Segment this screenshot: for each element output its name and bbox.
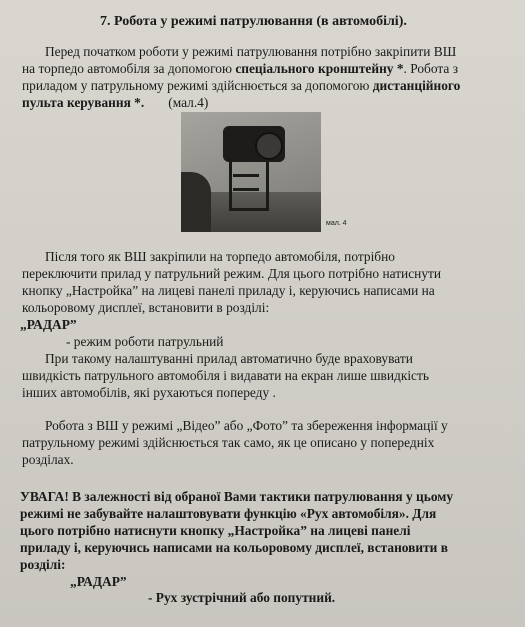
para2-line3: кнопку „Настройка” на лицеві панелі приладу і, керуючись написами на — [22, 283, 435, 298]
para2-line4: кольоровому дисплеї, встановити в розділі: — [22, 300, 270, 315]
camera-lens — [255, 132, 283, 160]
para1-line3 — [22, 78, 460, 94]
para3-line2: швидкість патрульного автомобіля і видавати на екран лише швидкість — [22, 368, 429, 383]
radar-section-label: „РАДАР” — [20, 317, 77, 332]
para1-line2-end: . Робота з — [403, 61, 458, 76]
warning-mode-item: - Рух зустрічний або попутний. — [148, 590, 336, 605]
para3-line1: При такому налаштуванні прилад автоматично буде враховувати — [45, 351, 413, 366]
para1-line2 — [22, 61, 458, 77]
para4-line2: патрульному режимі здійснюється так само, як це описано у попередніх — [22, 435, 435, 450]
warning-line4: приладу і, керуючись написами на кольоровому дисплеї, встановити в — [20, 540, 448, 555]
warning-line3: цього потрібно натиснути кнопку „Настройка” на лицеві панелі — [20, 523, 411, 538]
para1-line4 — [22, 95, 208, 111]
warning-line2: режимі не забувайте налаштовувати функцію «Рух автомобіля». Для — [20, 506, 437, 521]
para2-line1: Після того як ВШ закріпили на торпедо автомобіля, потрібно — [45, 249, 395, 264]
para3-line3: інших автомобілів, які рухаються попереду . — [22, 385, 276, 400]
patrol-mode-item: - режим роботи патрульний — [66, 334, 224, 349]
remote-term: дистанційного — [372, 78, 461, 93]
para1-line2-text: на торпедо автомобіля за допомогою — [22, 61, 236, 76]
bracket-term: спеціального кронштейну * — [235, 61, 404, 76]
warning-radar-label: „РАДАР” — [70, 574, 127, 589]
dashboard-camera-photo — [181, 112, 321, 232]
para4-line1: Робота з ВШ у режимі „Відео” або „Фото” та збереження інформації у — [45, 418, 448, 433]
para1-line3-text: приладом у патрульному режимі здійснюється за допомогою — [22, 78, 373, 93]
figure-reference: (мал.4) — [168, 95, 209, 110]
para1-line1: Перед початком роботи у режимі патрулювання потрібно закріпити ВШ — [45, 44, 457, 59]
figure-caption: мал. 4 — [326, 220, 347, 227]
warning-line1: УВАГА! В залежності від обраної Вами тактики патрулювання у цьому — [20, 489, 454, 504]
warning-line5: розділі: — [20, 557, 66, 572]
para2-line2: переключити прилад у патрульний режим. Для цього потрібно натиснути — [22, 266, 442, 281]
remote-term-end: пульта керування *. — [22, 95, 145, 110]
para4-line3: розділах. — [22, 452, 74, 467]
section-title: 7. Робота у режимі патрулювання (в автомобілі). — [100, 14, 407, 29]
